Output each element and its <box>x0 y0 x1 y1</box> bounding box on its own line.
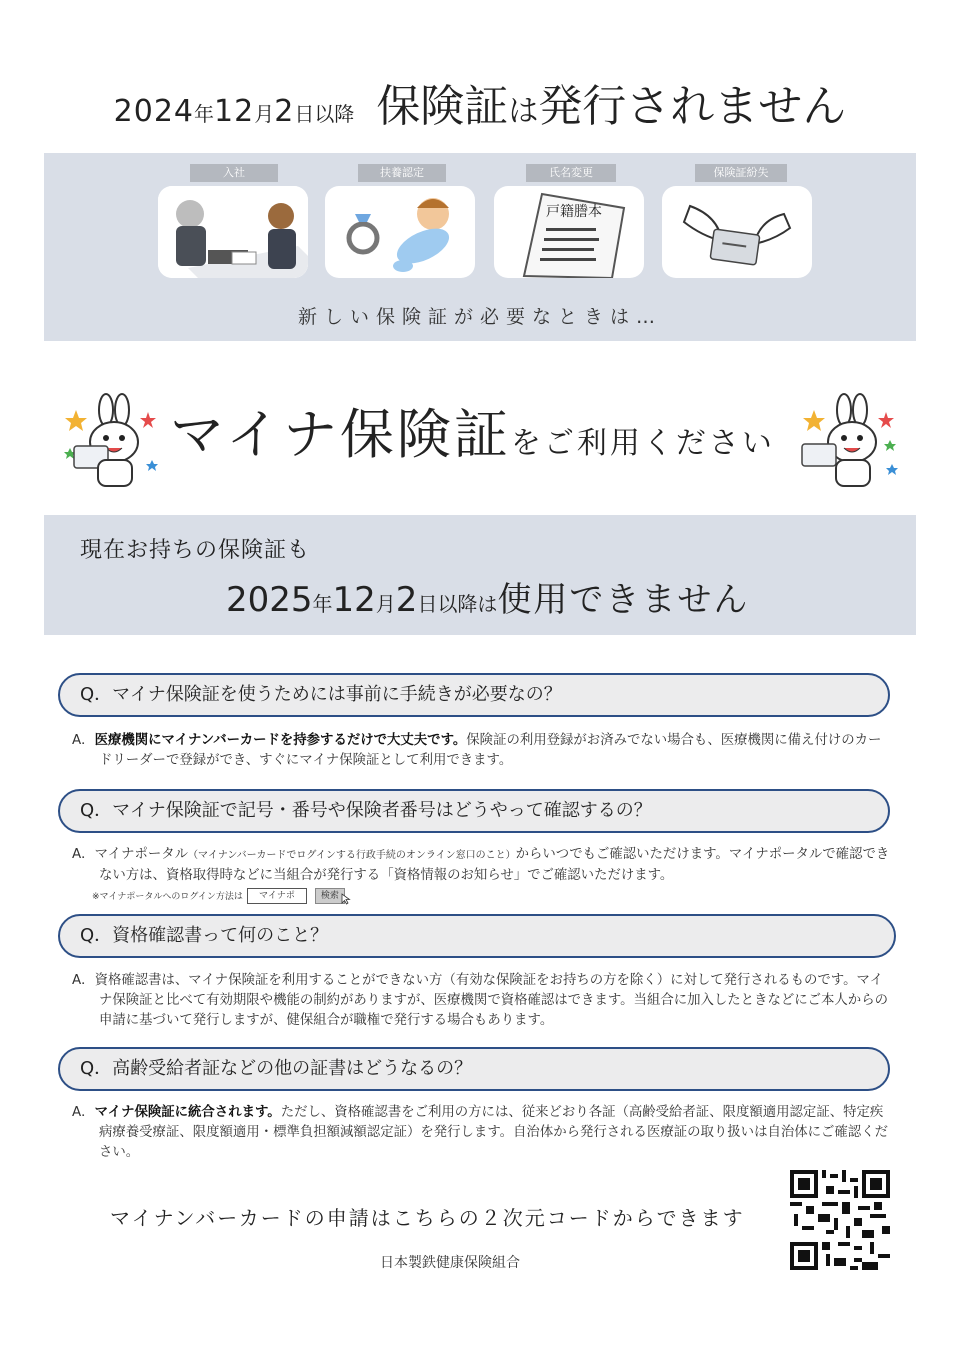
faq-answer-4-bold: マイナ保険証に統合されます。 <box>94 1105 281 1120</box>
cursor-icon <box>341 893 351 908</box>
winged-card-icon <box>662 186 812 278</box>
baby-ring-icon <box>325 186 475 278</box>
scene-label-joining: 入社 <box>190 164 278 182</box>
faq-answer-1-bold: 医療機関にマイナンバーカードを持参するだけで大丈夫です。 <box>94 733 467 748</box>
headline-after: 以降 <box>314 102 355 126</box>
headline-subject: 保険証 <box>376 81 509 132</box>
myna-rabbit-right-icon <box>800 392 900 492</box>
headline-month-unit: 月 <box>254 102 275 126</box>
notice-year: 2025 <box>226 580 313 620</box>
faq-question-4: Q．高齢受給者証などの他の証書はどうなるの？ <box>58 1047 890 1091</box>
band1-caption: 新しい保険証が必要なときは… <box>297 306 662 328</box>
family-register-icon <box>494 186 644 278</box>
headline-day-unit: 日 <box>294 102 315 126</box>
login-note <box>92 883 351 908</box>
myna-title <box>170 392 775 469</box>
headline-year-unit: 年 <box>194 102 215 126</box>
notice-month-unit: 月 <box>375 592 396 616</box>
notice-month: 12 <box>332 580 376 620</box>
headline-day: 2 <box>274 94 295 129</box>
notice-year-unit: 年 <box>312 592 333 616</box>
faq-answer-2-text2: からいつでもご確認いただけます。マイナポータルで確認できない方は、資格取得時などに当組合が発行する「資格情報のお知らせ」でご確認いただけます。 <box>99 847 890 883</box>
faq-answer-2-tiny: （マイナンバーカードでログインする行政手続のオンライン窓口のこと） <box>188 850 516 861</box>
headline-main: 発行されません <box>538 81 847 132</box>
myna-rabbit-left-icon <box>62 392 162 492</box>
faq-answer-4-prefix: A． <box>72 1105 95 1120</box>
faq-question-1: Q．マイナ保険証を使うためには事前に手続きが必要なの？ <box>58 673 890 717</box>
notice-main: 使用できません <box>497 580 750 620</box>
qr-instruction: マイナンバーカードの申請はこちらの２次元コードからできます <box>110 1206 745 1230</box>
faq-question-3: Q．資格確認書って何のこと？ <box>58 914 896 958</box>
notice-day: 2 <box>395 580 418 620</box>
notice-line1: 現在お持ちの保険証も <box>80 538 311 563</box>
search-input[interactable]: マイナポ <box>247 888 307 904</box>
headline-particle: は <box>508 94 539 129</box>
scene-label-dependent: 扶養認定 <box>358 164 446 182</box>
headline <box>0 70 960 134</box>
faq-answer-4-text: ただし、資格確認書をご利用の方には、従来どおり各証（高齢受給者証、限度額適用認定証、特定疾病療養受療証、限度額適用・標準負担額減額認定証）を発行します。自治体から発行される医療証の取り扱いは自治体にご確認ください。 <box>99 1105 888 1160</box>
faq-answer-2-prefix: A． <box>72 847 95 862</box>
faq-answer-1-text: 保険証の利用登録がお済みでない場合も、医療機関に備え付けのカードリーダーで登録ができ、すぐにマイナ保険証として利用できます。 <box>99 733 882 768</box>
notice-line2 <box>226 572 749 621</box>
office-meeting-icon <box>158 186 308 278</box>
scene-label-lost-card: 保険証紛失 <box>695 164 787 182</box>
search-button[interactable]: 検索 <box>315 888 345 904</box>
faq-answer-1 <box>72 731 892 771</box>
notice-day-unit: 日 <box>417 592 438 616</box>
headline-year: 2024 <box>113 94 195 129</box>
myna-title-main: マイナ保険証 <box>170 403 511 466</box>
faq-question-2: Q．マイナ保険証で記号・番号や保険者番号はどうやって確認するの？ <box>58 789 890 833</box>
faq-answer-1-prefix: A． <box>72 733 95 748</box>
faq-answer-2 <box>72 845 892 886</box>
faq-answer-3-prefix: A． <box>72 973 95 988</box>
notice-after: 以降は <box>437 592 498 616</box>
scene-label-name-change: 氏名変更 <box>526 164 616 182</box>
headline-month: 12 <box>214 94 255 129</box>
faq-answer-3 <box>72 971 892 1031</box>
organization-name: 日本製鉄健康保険組合 <box>380 1255 520 1271</box>
register-doc-title: 戸籍謄本 <box>546 204 602 220</box>
myna-title-sub: をご利用ください <box>510 426 775 461</box>
login-note-text: ※マイナポータルへのログイン方法は <box>92 892 243 902</box>
faq-answer-3-text: 資格確認書は、マイナ保険証を利用することができない方（有効な保険証をお持ちの方を除く）に対して発行されるものです。マイナ保険証と比べて有効期限や機能の制約がありますが、医療機関で資格確認はできます。当組合に加入したときなどにご本人からの申請に基づいて発行しますが、健保組合が職権で発行する場合もあります。 <box>94 973 888 1028</box>
faq-answer-2-text1: マイナポータル <box>94 847 189 862</box>
qr-code-icon[interactable] <box>790 1170 890 1270</box>
faq-answer-4 <box>72 1103 892 1163</box>
